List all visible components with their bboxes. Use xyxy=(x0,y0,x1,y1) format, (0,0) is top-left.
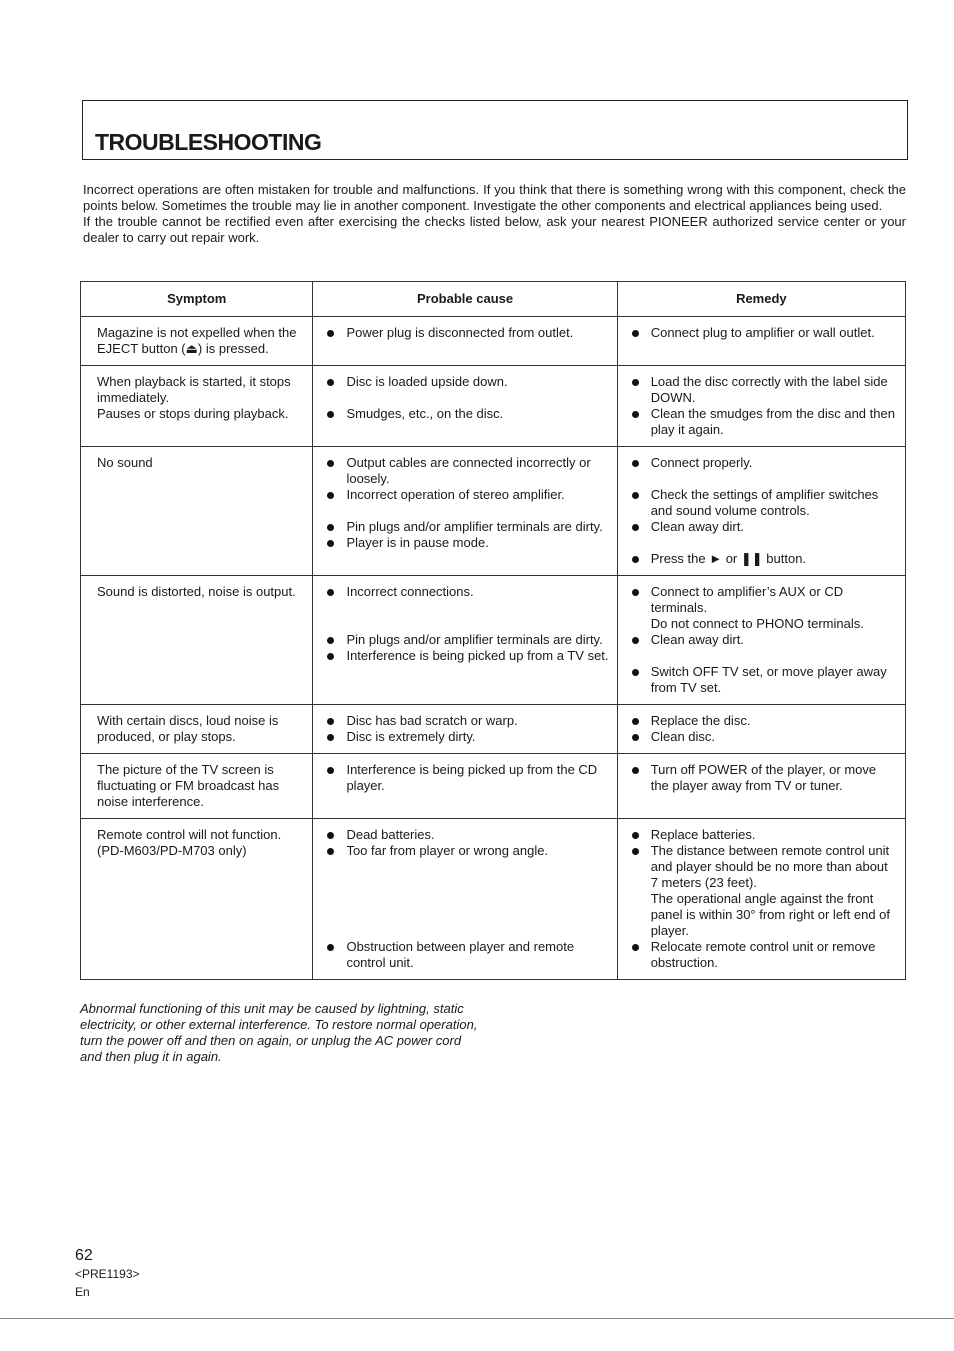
remedy-item: Replace batteries. xyxy=(630,827,897,843)
cause-item: Interference is being picked up from a TV set. xyxy=(325,648,608,664)
bullet-icon xyxy=(632,492,639,499)
cause-item: Pin plugs and/or amplifier terminals are dirty. xyxy=(325,632,608,648)
title-box xyxy=(82,100,908,160)
remedy-cell xyxy=(617,447,905,576)
bullet-icon xyxy=(632,767,639,774)
cause-cell xyxy=(313,754,617,819)
bullet-icon xyxy=(632,589,639,596)
cause-item: Smudges, etc., on the disc. xyxy=(325,406,608,422)
cause-cell xyxy=(313,576,617,705)
bullet-icon xyxy=(632,669,639,676)
symptom-cell xyxy=(81,705,313,754)
symptom-cell xyxy=(81,366,313,447)
cause-cell xyxy=(313,447,617,576)
bullet-icon xyxy=(327,379,334,386)
remedy-item: Check the settings of amplifier switches and sound volume controls. xyxy=(630,487,897,519)
symptom-text: Sound is distorted, noise is output. xyxy=(97,584,296,599)
header-remedy: Remedy xyxy=(617,282,905,317)
symptom-cell xyxy=(81,819,313,980)
bullet-icon xyxy=(632,944,639,951)
bullet-icon xyxy=(632,330,639,337)
warning-note: Abnormal functioning of this unit may be caused by lightning, static electricity, or other external interference. To restore normal operation, turn the power off and then on again, or unplug the AC power cord and then plug it in again. xyxy=(80,1001,478,1064)
symptom-text: Magazine is not expelled when the EJECT button (⏏) is pressed. xyxy=(97,325,297,356)
cause-item: Too far from player or wrong angle. xyxy=(325,843,608,859)
intro-paragraph-2: If the trouble cannot be rectified even after exercising the checks listed below, ask your nearest PIONEER authorized service center or your dealer to carry out repair work. xyxy=(83,214,906,245)
remedy-item: Connect properly. xyxy=(630,455,897,471)
cause-cell xyxy=(313,705,617,754)
bullet-icon xyxy=(632,718,639,725)
remedy-item: Clean the smudges from the disc and then play it again. xyxy=(630,406,897,438)
remedy-item: Turn off POWER of the player, or move the player away from TV or tuner. xyxy=(630,762,897,794)
symptom-cell xyxy=(81,447,313,576)
cause-item: Disc has bad scratch or warp. xyxy=(325,713,608,729)
bullet-icon xyxy=(327,848,334,855)
bullet-icon xyxy=(327,524,334,531)
cause-item: Dead batteries. xyxy=(325,827,608,843)
table-row xyxy=(81,705,906,754)
bullet-icon xyxy=(327,653,334,660)
intro-text xyxy=(83,182,906,246)
bullet-icon xyxy=(327,589,334,596)
remedy-item: Press the ► or ❚❚ button. xyxy=(630,551,897,567)
cause-item: Incorrect connections. xyxy=(325,584,608,600)
symptom-text: The picture of the TV screen is fluctuating or FM broadcast has noise interference. xyxy=(97,762,280,809)
header-probable-cause: Probable cause xyxy=(313,282,617,317)
remedy-item: The distance between remote control unit and player should be no more than about 7 meters (23 feet). The operational angle against the front panel is within 30° from right or left end of player. xyxy=(630,843,897,939)
table-row xyxy=(81,317,906,366)
bullet-icon xyxy=(327,832,334,839)
language-code: En xyxy=(75,1285,90,1299)
cause-item: Disc is loaded upside down. xyxy=(325,374,608,390)
bottom-divider xyxy=(0,1318,954,1319)
bullet-icon xyxy=(327,734,334,741)
page-footer xyxy=(75,1247,140,1301)
remedy-item: Replace the disc. xyxy=(630,713,897,729)
cause-item: Incorrect operation of stereo amplifier. xyxy=(325,487,608,503)
cause-cell xyxy=(313,317,617,366)
remedy-cell xyxy=(617,819,905,980)
bullet-icon xyxy=(327,767,334,774)
remedy-cell xyxy=(617,317,905,366)
remedy-item: Switch OFF TV set, or move player away from TV set. xyxy=(630,664,897,696)
symptom-text: No sound xyxy=(97,455,153,470)
bullet-icon xyxy=(327,492,334,499)
header-symptom: Symptom xyxy=(81,282,313,317)
table-row xyxy=(81,754,906,819)
remedy-cell xyxy=(617,705,905,754)
bullet-icon xyxy=(632,734,639,741)
bullet-icon xyxy=(632,460,639,467)
bullet-icon xyxy=(632,379,639,386)
remedy-item: Connect plug to amplifier or wall outlet. xyxy=(630,325,897,341)
symptom-cell xyxy=(81,317,313,366)
remedy-cell xyxy=(617,754,905,819)
document-code: <PRE1193> xyxy=(75,1267,140,1281)
cause-item: Obstruction between player and remote control unit. xyxy=(325,939,608,971)
remedy-item: Relocate remote control unit or remove obstruction. xyxy=(630,939,897,971)
cause-cell xyxy=(313,819,617,980)
table-row xyxy=(81,576,906,705)
cause-item: Pin plugs and/or amplifier terminals are dirty. xyxy=(325,519,608,535)
cause-item: Power plug is disconnected from outlet. xyxy=(325,325,608,341)
troubleshooting-table xyxy=(80,281,906,980)
cause-item: Output cables are connected incorrectly or loosely. xyxy=(325,455,608,487)
page-title: TROUBLESHOOTING xyxy=(95,129,322,155)
table-header-row xyxy=(81,282,906,317)
bullet-icon xyxy=(327,718,334,725)
bullet-icon xyxy=(632,524,639,531)
page-number: 62 xyxy=(75,1247,93,1264)
cause-cell xyxy=(313,366,617,447)
symptom-text: With certain discs, loud noise is produced, or play stops. xyxy=(97,713,279,744)
remedy-item: Connect to amplifier’s AUX or CD terminals. Do not connect to PHONO terminals. xyxy=(630,584,897,632)
symptom-text: When playback is started, it stops immediately. Pauses or stops during playback. xyxy=(97,374,291,421)
bullet-icon xyxy=(327,330,334,337)
intro-paragraph-1: Incorrect operations are often mistaken for trouble and malfunctions. If you think that there is something wrong with this component, check the points below. Sometimes the trouble may lie in another component. Investigate the other components and electrical appliances being used. xyxy=(83,182,906,213)
cause-item: Interference is being picked up from the CD player. xyxy=(325,762,608,794)
symptom-text: Remote control will not function. (PD-M603/PD-M703 only) xyxy=(97,827,282,858)
remedy-item: Load the disc correctly with the label side DOWN. xyxy=(630,374,897,406)
bullet-icon xyxy=(632,832,639,839)
bullet-icon xyxy=(327,540,334,547)
symptom-cell xyxy=(81,576,313,705)
bullet-icon xyxy=(632,556,639,563)
cause-item: Player is in pause mode. xyxy=(325,535,608,551)
remedy-cell xyxy=(617,366,905,447)
symptom-cell xyxy=(81,754,313,819)
table-row xyxy=(81,366,906,447)
bullet-icon xyxy=(327,944,334,951)
remedy-cell xyxy=(617,576,905,705)
table-row xyxy=(81,819,906,980)
bullet-icon xyxy=(327,637,334,644)
remedy-item: Clean disc. xyxy=(630,729,897,745)
bullet-icon xyxy=(327,460,334,467)
bullet-icon xyxy=(327,411,334,418)
cause-item: Disc is extremely dirty. xyxy=(325,729,608,745)
bullet-icon xyxy=(632,637,639,644)
table-row xyxy=(81,447,906,576)
bullet-icon xyxy=(632,411,639,418)
remedy-item: Clean away dirt. xyxy=(630,519,897,535)
remedy-item: Clean away dirt. xyxy=(630,632,897,648)
bullet-icon xyxy=(632,848,639,855)
